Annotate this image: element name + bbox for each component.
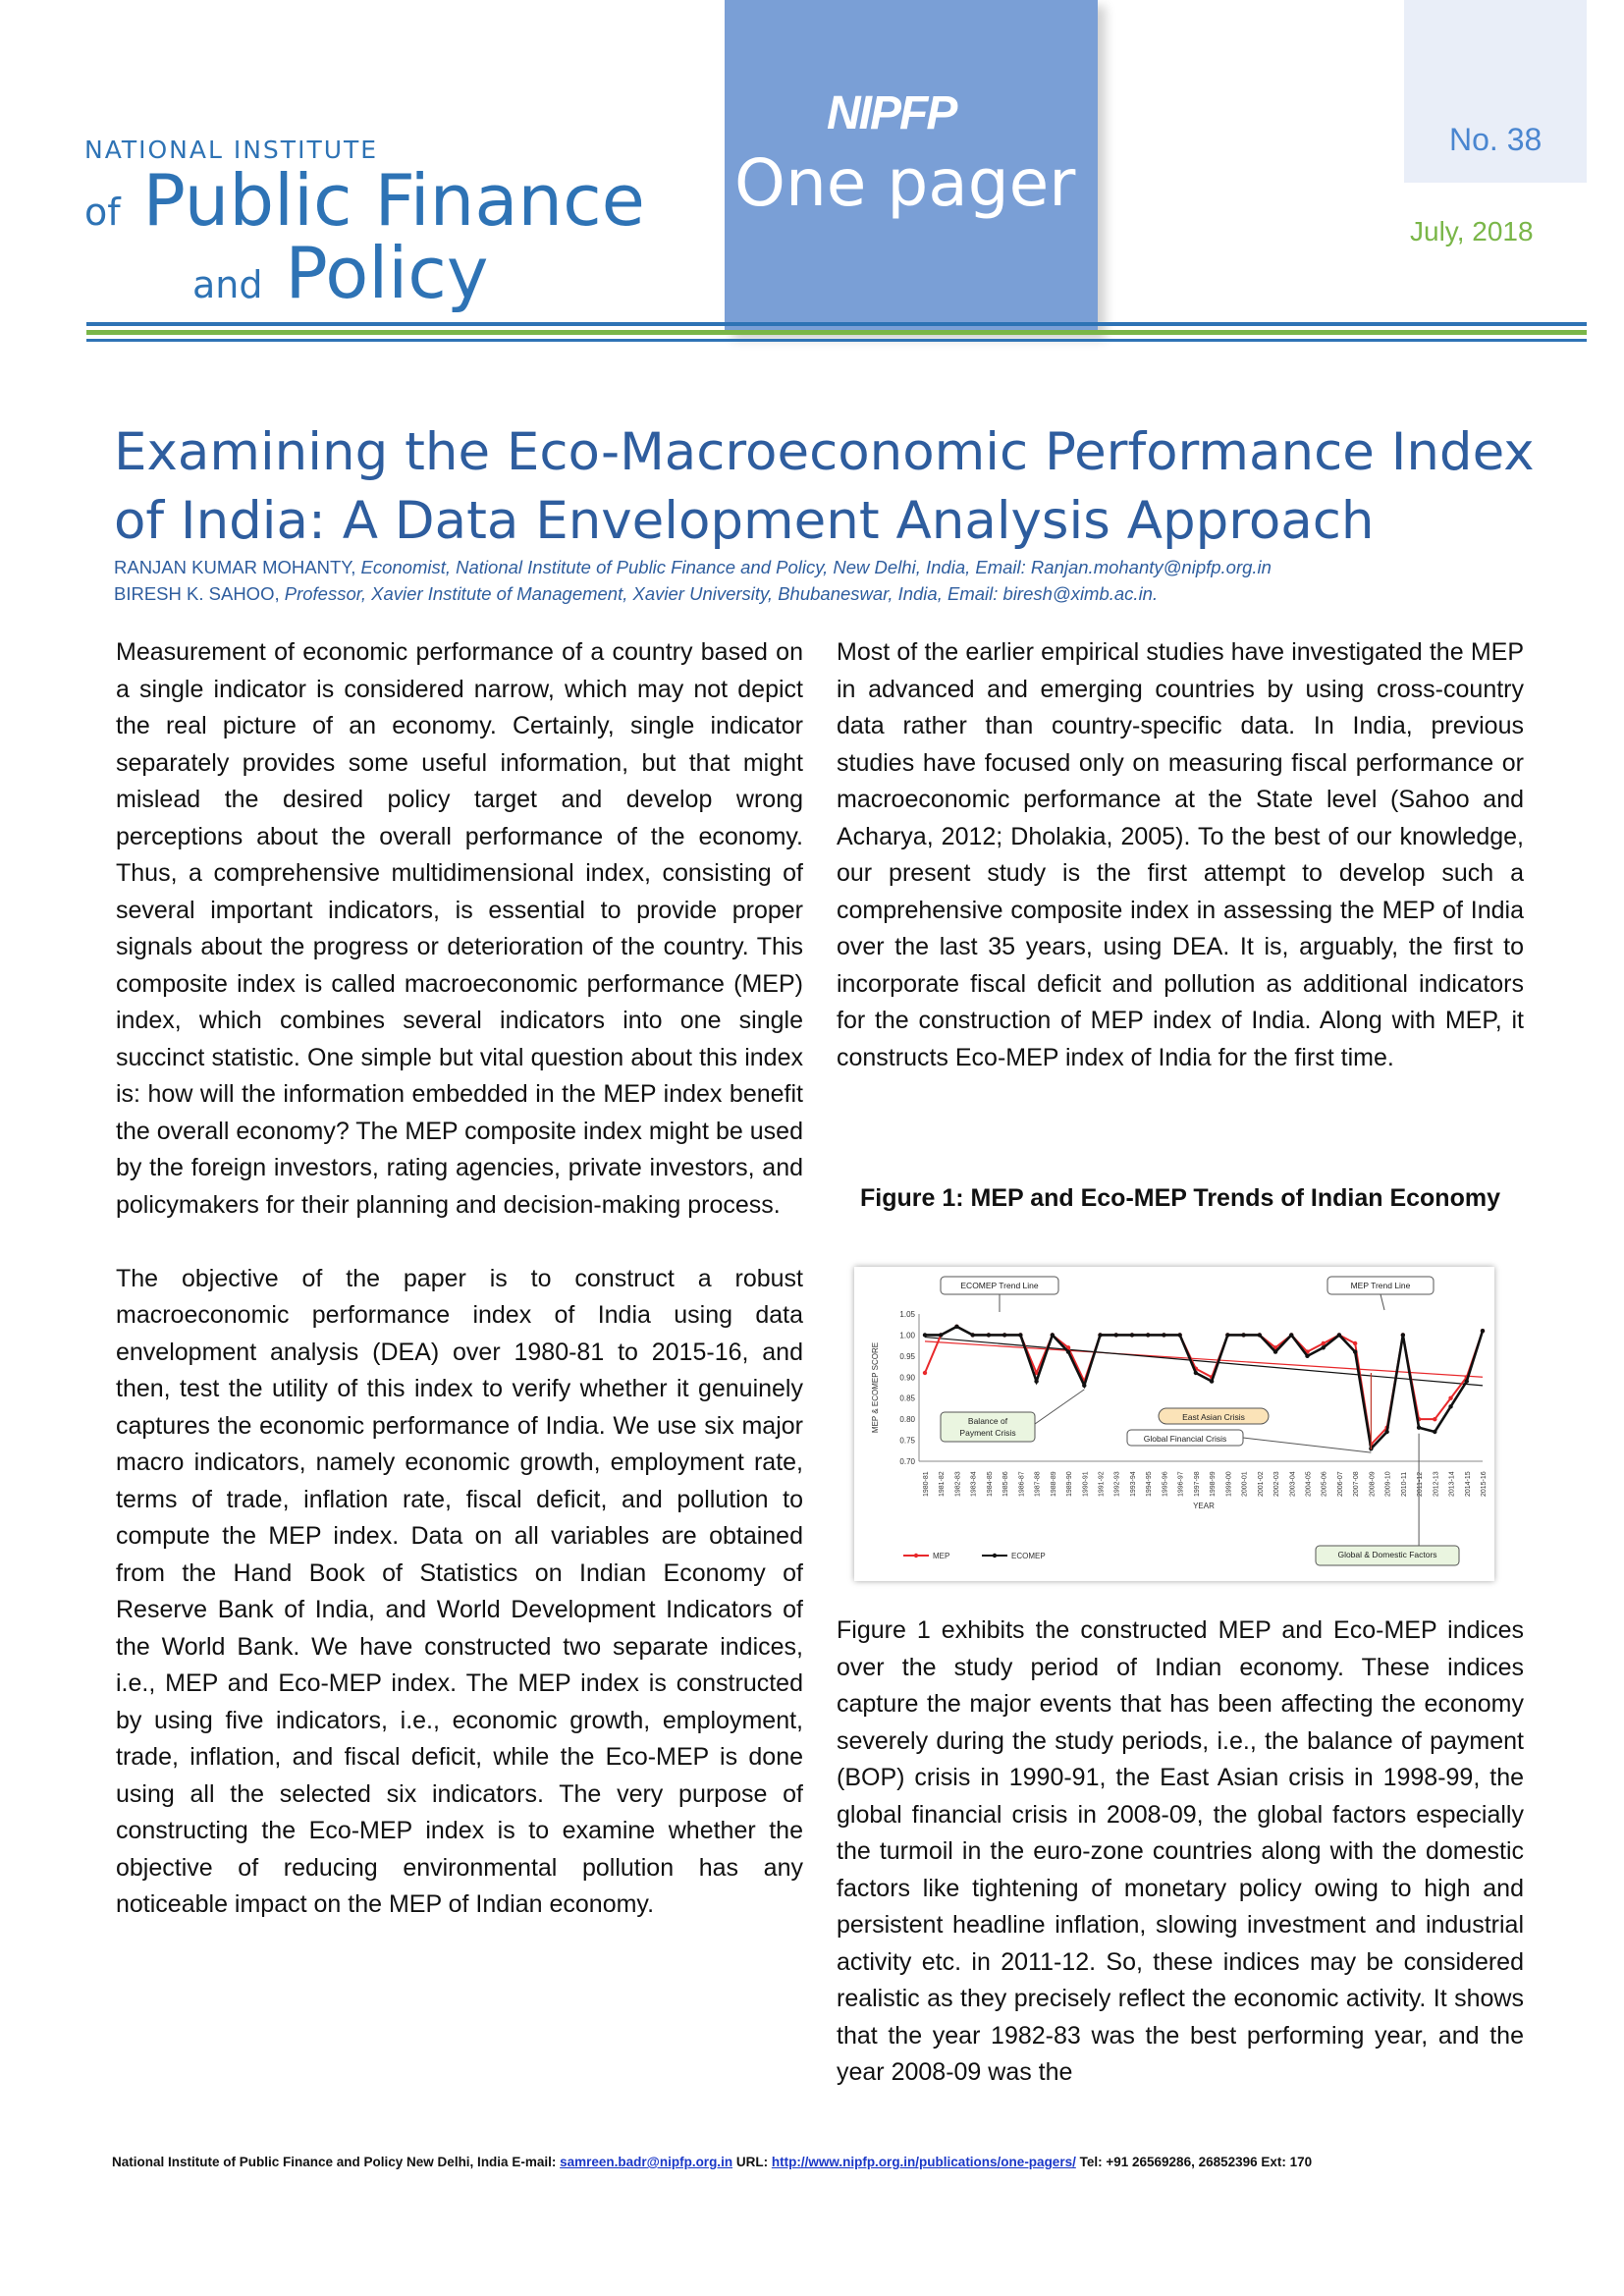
page-footer	[112, 2155, 1526, 2169]
data-point-ecomep	[1241, 1333, 1245, 1337]
x-tick-label: 1991-92	[1098, 1471, 1106, 1497]
data-point-ecomep	[1353, 1349, 1357, 1353]
x-tick-label: 1980-81	[923, 1471, 930, 1497]
y-tick-label: 0.95	[899, 1351, 915, 1361]
x-tick-label: 2005-06	[1321, 1471, 1328, 1497]
data-point-ecomep	[923, 1333, 927, 1337]
data-point-ecomep	[1225, 1333, 1229, 1337]
figure-caption: Figure 1: MEP and Eco-MEP Trends of Indian Economy	[860, 1184, 1500, 1212]
data-point-ecomep	[1018, 1333, 1022, 1337]
paragraph-2: The objective of the paper is to construct a robust macroeconomic performance index of India using data envelopment analysis (DEA) over 1980-81 to 2015-16, and then, test the utility of this index to verify whether it genuinely captures the economic performance of India. We use six major macro indicators, namely economic growth, employment rate, terms of trade, inflation rate, fiscal deficit, and pollution to compute the MEP index. Data on all variables are obtained from the Hand Book of Statistics on Indian Economy of Reserve Bank of India, and World Development Indicators of the World Bank. We have constructed two separate indices, i.e., MEP and Eco-MEP index. The MEP index is constructed by using five indicators, i.e., economic growth, employment, trade, inflation, and fiscal deficit, while the Eco-MEP is done using all the selected six indicators. The very purpose of constructing the Eco-MEP index is to examine whether the objective of reducing environmental pollution has any noticeable impact on the MEP of Indian economy.	[116, 1264, 803, 1918]
right-column-top	[837, 634, 1524, 1076]
y-tick-label: 0.80	[899, 1415, 915, 1425]
data-point-ecomep	[1289, 1333, 1293, 1337]
series-title: One pager	[734, 145, 1076, 221]
data-point-ecomep	[1066, 1349, 1070, 1353]
author-1-affiliation: Economist, National Institute of Public Finance and Policy, New Delhi, India, Email: Ranjan.mohanty@nipfp.org.in	[360, 557, 1272, 577]
data-point-ecomep	[1082, 1384, 1086, 1388]
data-point-ecomep	[1322, 1345, 1326, 1349]
institute-policy: Policy	[285, 232, 489, 314]
x-tick-label: 2000-01	[1241, 1471, 1249, 1497]
institute-name-line2	[84, 159, 645, 242]
legend-label-ecomep: ECOMEP	[1011, 1552, 1046, 1560]
annotation-mep-trend-label: MEP Trend Line	[1350, 1281, 1411, 1290]
x-tick-label: 2008-09	[1369, 1471, 1377, 1497]
data-point-ecomep	[1194, 1371, 1198, 1375]
data-point-ecomep	[1114, 1333, 1118, 1337]
left-column	[116, 634, 803, 1924]
x-tick-label: 2002-03	[1273, 1471, 1281, 1497]
data-point-ecomep	[1481, 1329, 1485, 1333]
data-point-ecomep	[1162, 1333, 1165, 1337]
annotation-ecomep-trend-label: ECOMEP Trend Line	[960, 1281, 1039, 1290]
x-tick-label: 1994-95	[1146, 1471, 1154, 1497]
x-tick-label: 2014-15	[1464, 1471, 1472, 1497]
y-tick-label: 0.75	[899, 1436, 915, 1446]
annotation-pointer	[1243, 1438, 1371, 1452]
footer-city: New Delhi, India	[406, 2155, 509, 2169]
data-point-ecomep	[987, 1333, 991, 1337]
x-tick-label: 1998-99	[1210, 1471, 1218, 1497]
data-point-mep	[1433, 1417, 1436, 1421]
paragraph-3: Most of the earlier empirical studies have investigated the MEP in advanced and emerging countries by using cross-country data rather than country-specific data. In India, previous studies have focused only on measuring fiscal performance or macroeconomic performance at the State level (Sahoo and Acharya, 2012; Dholakia, 2005). To the best of our knowledge, our present study is the first attempt to develop such a comprehensive composite index in assessing the MEP of India over the last 35 years, using DEA. It is, arguably, the first to incorporate fiscal deficit and pollution as additional indicators for the construction of MEP index of India. Along with MEP, it constructs Eco-MEP index of India for the first time.	[837, 638, 1524, 1071]
x-tick-label: 1992-93	[1113, 1471, 1121, 1497]
data-point-ecomep	[1130, 1333, 1134, 1337]
x-tick-label: 2006-07	[1336, 1471, 1344, 1497]
y-tick-label: 0.70	[899, 1457, 915, 1466]
data-point-ecomep	[1258, 1333, 1262, 1337]
x-tick-label: 1989-90	[1066, 1471, 1074, 1497]
header-rule-blue-2	[86, 339, 1587, 342]
x-tick-label: 2012-13	[1433, 1471, 1440, 1497]
data-point-ecomep	[1177, 1333, 1181, 1337]
institute-and: and	[192, 263, 263, 306]
data-point-ecomep	[1098, 1333, 1102, 1337]
annotation-bop-crisis-label: Payment Crisis	[959, 1428, 1016, 1438]
y-axis-label: MEP & ECOMEP SCORE	[871, 1341, 880, 1434]
institute-name-line3	[192, 232, 489, 314]
data-point-ecomep	[1034, 1379, 1038, 1383]
x-tick-label: 1996-97	[1177, 1471, 1185, 1497]
y-tick-label: 0.85	[899, 1394, 915, 1403]
annotation-bop-crisis-label: Balance of	[967, 1416, 1008, 1426]
footer-tel: Tel: +91 26569286, 26852396 Ext: 170	[1079, 2155, 1313, 2169]
y-tick-label: 1.00	[899, 1331, 915, 1340]
x-tick-label: 2015-16	[1481, 1471, 1488, 1497]
annotation-east-asian-label: East Asian Crisis	[1182, 1412, 1245, 1422]
x-tick-label: 1995-96	[1162, 1471, 1169, 1497]
x-tick-label: 2007-08	[1353, 1471, 1361, 1497]
chart-svg	[854, 1267, 1494, 1581]
x-tick-label: 1983-84	[970, 1471, 978, 1497]
x-tick-label: 2009-10	[1384, 1471, 1392, 1497]
x-tick-label: 2011-12	[1417, 1471, 1425, 1497]
data-point-ecomep	[970, 1333, 974, 1337]
issue-number: No. 38	[1449, 122, 1543, 157]
footer-org: National Institute of Public Finance and Policy	[112, 2155, 407, 2169]
x-tick-label: 2003-04	[1289, 1471, 1297, 1497]
author-2	[114, 580, 1587, 607]
legend-marker-ecomep	[993, 1554, 997, 1558]
annotation-pointer	[1380, 1294, 1384, 1310]
x-tick-label: 1981-82	[939, 1471, 947, 1497]
data-point-ecomep	[1051, 1333, 1055, 1337]
author-1	[114, 554, 1587, 580]
data-point-ecomep	[1401, 1333, 1405, 1337]
data-point-ecomep	[939, 1333, 943, 1337]
x-tick-label: 2010-11	[1400, 1471, 1408, 1497]
y-tick-label: 1.05	[899, 1310, 915, 1319]
article-title: Examining the Eco-Macroeconomic Performance Index of India: A Data Envelopment Analysis Approach	[114, 422, 1535, 551]
data-point-ecomep	[1273, 1349, 1277, 1353]
x-tick-label: 1999-00	[1225, 1471, 1233, 1497]
issue-date: July, 2018	[1410, 216, 1534, 246]
x-tick-label: 1997-98	[1193, 1471, 1201, 1497]
header-rule-blue	[86, 322, 1587, 326]
data-point-mep	[923, 1371, 927, 1375]
x-tick-label: 1985-86	[1002, 1471, 1010, 1497]
data-point-ecomep	[1384, 1430, 1388, 1434]
x-tick-label: 1982-83	[954, 1471, 962, 1497]
right-column-bottom	[837, 1613, 1524, 2092]
x-tick-label: 1987-88	[1034, 1471, 1042, 1497]
data-point-mep	[1448, 1396, 1452, 1400]
data-point-ecomep	[1417, 1426, 1421, 1430]
x-axis-label: YEAR	[1193, 1502, 1215, 1510]
institute-main: Public Finance	[142, 159, 645, 242]
author-1-name: RANJAN KUMAR MOHANTY,	[114, 557, 356, 577]
data-point-ecomep	[1433, 1430, 1436, 1434]
x-tick-label: 2013-14	[1448, 1471, 1456, 1497]
footer-email-link[interactable]: samreen.badr@nipfp.org.in	[560, 2155, 733, 2169]
nipfp-logo: NIPFP	[827, 87, 956, 139]
legend-marker-mep	[914, 1554, 918, 1558]
paragraph-4: Figure 1 exhibits the constructed MEP and Eco-MEP indices over the study period of Indian economy. These indices capture the major events that has been affecting the economy severely during the study periods, i.e., the balance of payment (BOP) crisis in 1990-91, the East Asian crisis in 1998-99, the global financial crisis in 2008-09, the global factors especially the turmoil in the euro-zone countries along with the domestic factors like tightening of monetary policy owing to high and persistent headline inflation, slowing investment and industrial activity etc. in 2011-12. So, these indices may be considered realistic as they precisely reflect the economic activity. It shows that the year 1982-83 was the best performing year, and the year 2008-09 was the	[837, 1616, 1524, 2086]
author-2-name: BIRESH K. SAHOO,	[114, 583, 280, 604]
data-point-ecomep	[1305, 1354, 1309, 1358]
x-tick-label: 1993-94	[1129, 1471, 1137, 1497]
footer-url-label: URL:	[735, 2155, 769, 2169]
data-point-ecomep	[1448, 1404, 1452, 1408]
annotation-global-domestic-label: Global & Domestic Factors	[1337, 1550, 1437, 1559]
author-list	[114, 554, 1587, 607]
header-rule-green	[86, 330, 1587, 335]
x-tick-label: 1990-91	[1082, 1471, 1090, 1497]
data-point-ecomep	[1002, 1333, 1006, 1337]
data-point-ecomep	[1146, 1333, 1150, 1337]
footer-email-label: E-mail:	[512, 2155, 557, 2169]
data-point-ecomep	[1337, 1333, 1341, 1337]
data-point-ecomep	[1210, 1379, 1214, 1383]
x-tick-label: 2004-05	[1305, 1471, 1313, 1497]
data-point-mep	[1353, 1341, 1357, 1345]
annotation-gfc-label: Global Financial Crisis	[1143, 1434, 1227, 1444]
figure-1-chart	[854, 1267, 1494, 1581]
footer-url-link[interactable]: http://www.nipfp.org.in/publications/one-pagers/	[771, 2155, 1076, 2169]
institute-name-line1: NATIONAL INSTITUTE	[84, 136, 379, 164]
data-point-ecomep	[954, 1325, 958, 1329]
institute-of: of	[84, 191, 121, 234]
y-tick-label: 0.90	[899, 1373, 915, 1383]
x-tick-label: 1986-87	[1018, 1471, 1026, 1497]
x-tick-label: 1984-85	[986, 1471, 994, 1497]
author-2-affiliation: Professor, Xavier Institute of Management, Xavier University, Bhubaneswar, India, Email: biresh@ximb.ac.in.	[284, 583, 1159, 604]
legend-label-mep: MEP	[933, 1552, 950, 1560]
paragraph-1: Measurement of economic performance of a country based on a single indicator is considered narrow, which may not depict the real picture of an economy. Certainly, single indicator separately provides some useful information, but that might mislead the desired policy target and develop wrong perceptions about the overall performance of the economy. Thus, a comprehensive multidimensional index, consisting of several important indicators, is essential to provide proper signals about the progress or deterioration of the country. This composite index is called macroeconomic performance (MEP) index, which combines several indicators into one single succinct statistic. One simple but vital question about this index is: how will the information embedded in the MEP index benefit the overall economy? The MEP composite index might be used by the foreign investors, rating agencies, private investors, and policymakers for their planning and decision-making process.	[116, 638, 803, 1219]
data-point-ecomep	[1465, 1379, 1469, 1383]
annotation-pointer	[1035, 1390, 1084, 1424]
x-tick-label: 2001-02	[1257, 1471, 1265, 1497]
x-tick-label: 1988-89	[1050, 1471, 1057, 1497]
